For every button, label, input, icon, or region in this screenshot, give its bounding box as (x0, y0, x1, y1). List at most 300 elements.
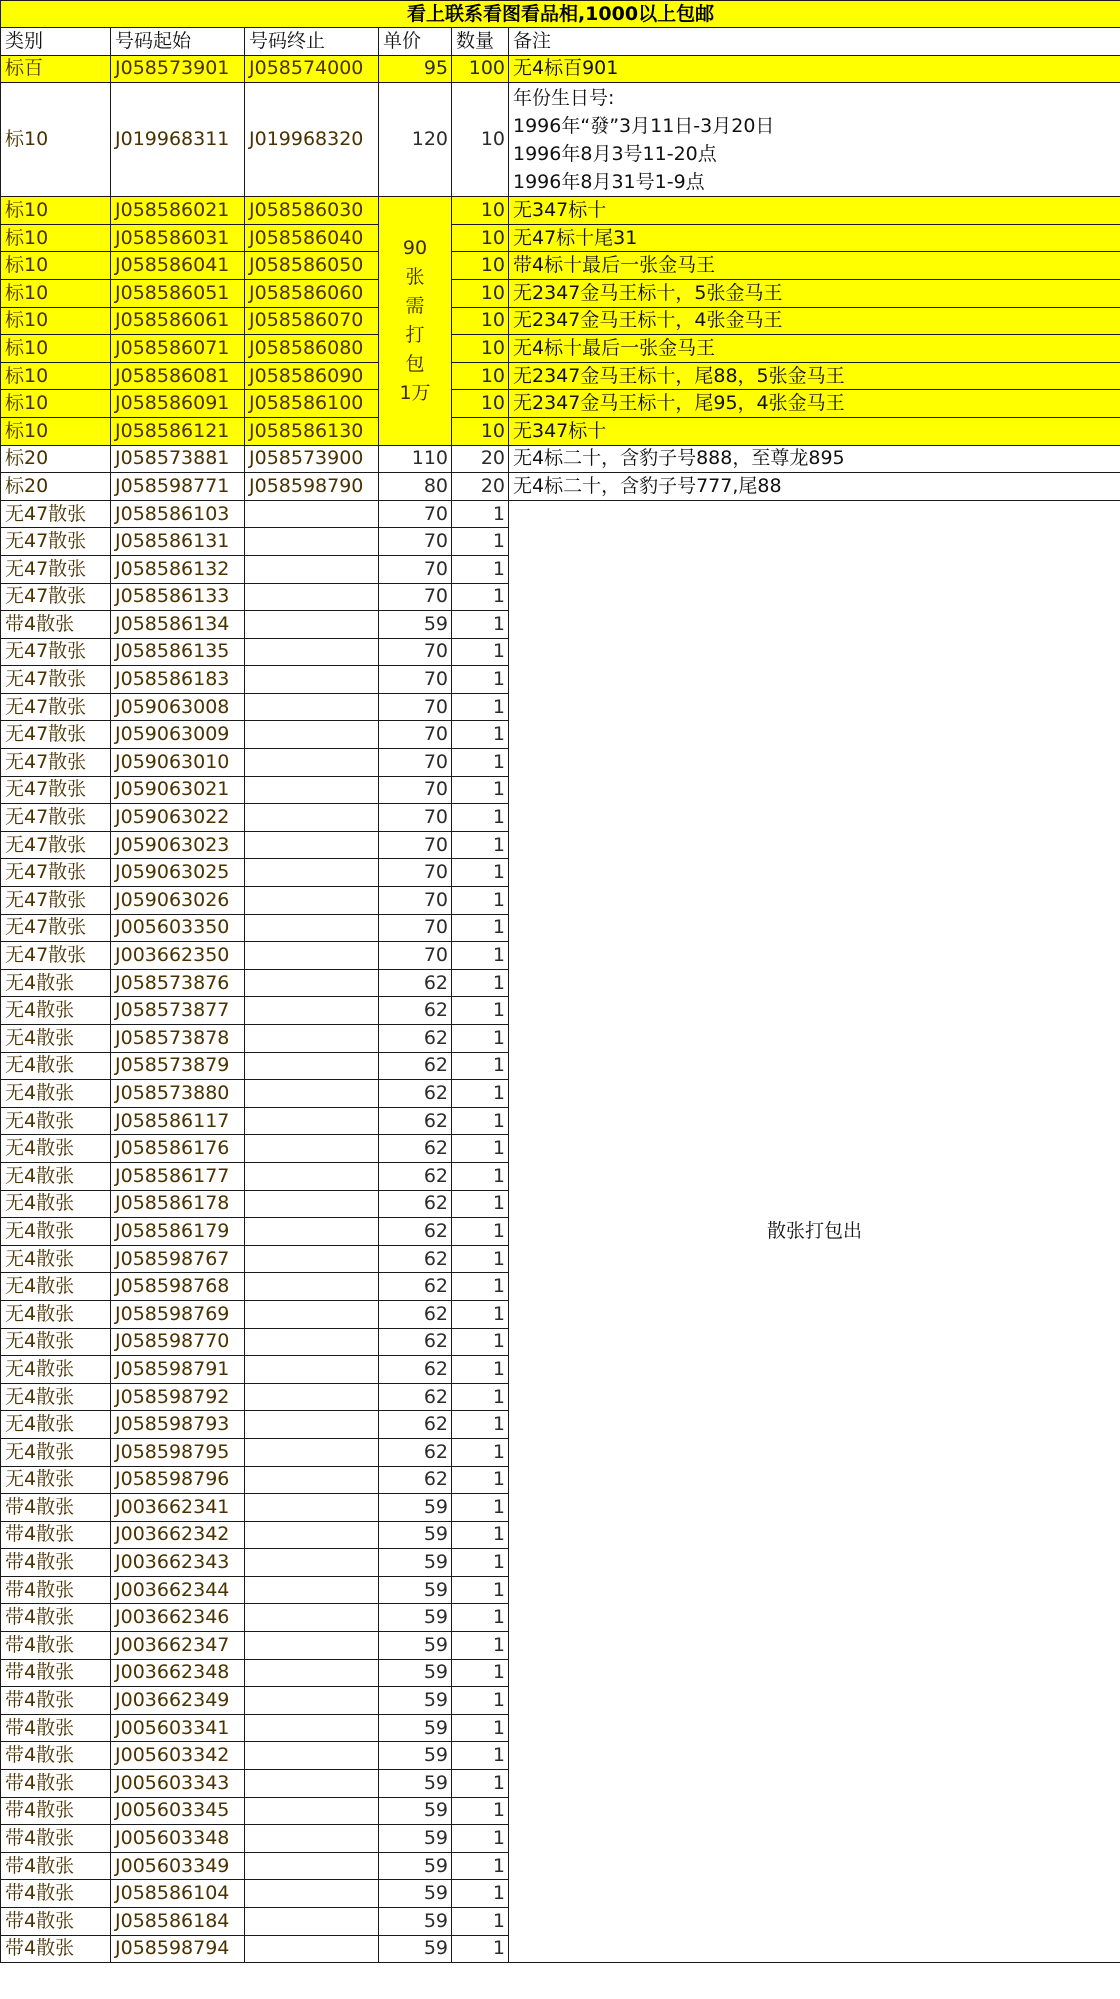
cell-end[interactable] (245, 721, 379, 749)
cell-category[interactable]: 标10 (1, 307, 111, 335)
cell-end[interactable] (245, 1107, 379, 1135)
cell-end[interactable] (245, 1383, 379, 1411)
cell-end[interactable] (245, 1770, 379, 1798)
cell-category[interactable]: 标20 (1, 473, 111, 501)
cell-category[interactable]: 标10 (1, 279, 111, 307)
cell-start[interactable]: J058586176 (111, 1135, 245, 1163)
cell-qty[interactable]: 1 (452, 583, 509, 611)
cell-end[interactable] (245, 969, 379, 997)
cell-price[interactable]: 62 (379, 1466, 452, 1494)
cell-end[interactable]: J058586050 (245, 252, 379, 280)
cell-note[interactable]: 带4标十最后一张金马王 (509, 252, 1120, 280)
cell-end[interactable] (245, 1935, 379, 1963)
cell-start[interactable]: J058586183 (111, 666, 245, 694)
cell-end[interactable]: J019968320 (245, 83, 379, 197)
cell-start[interactable]: J003662343 (111, 1549, 245, 1577)
cell-price[interactable]: 70 (379, 721, 452, 749)
cell-qty[interactable]: 1 (452, 776, 509, 804)
cell-end[interactable] (245, 1080, 379, 1108)
cell-qty[interactable]: 1 (452, 749, 509, 777)
bulk-note-cell[interactable]: 散张打包出 (509, 500, 1120, 1962)
cell-category[interactable]: 无4散张 (1, 1245, 111, 1273)
cell-end[interactable] (245, 887, 379, 915)
header-category[interactable]: 类别 (1, 28, 111, 56)
cell-start[interactable]: J058586061 (111, 307, 245, 335)
cell-category[interactable]: 标10 (1, 417, 111, 445)
cell-start[interactable]: J059063010 (111, 749, 245, 777)
cell-qty[interactable]: 1 (452, 500, 509, 528)
cell-start[interactable]: J003662346 (111, 1604, 245, 1632)
cell-start[interactable]: J058598796 (111, 1466, 245, 1494)
cell-end[interactable] (245, 638, 379, 666)
cell-category[interactable]: 无4散张 (1, 1466, 111, 1494)
cell-end[interactable] (245, 1356, 379, 1384)
cell-qty[interactable]: 1 (452, 666, 509, 694)
cell-start[interactable]: J058586071 (111, 335, 245, 363)
cell-price[interactable]: 59 (379, 1576, 452, 1604)
cell-start[interactable]: J003662350 (111, 942, 245, 970)
cell-category[interactable]: 无47散张 (1, 914, 111, 942)
cell-end[interactable] (245, 528, 379, 556)
cell-price[interactable]: 62 (379, 1025, 452, 1053)
cell-price[interactable]: 62 (379, 1273, 452, 1301)
cell-category[interactable]: 带4散张 (1, 1880, 111, 1908)
cell-qty[interactable]: 1 (452, 1714, 509, 1742)
cell-qty[interactable]: 1 (452, 1245, 509, 1273)
cell-qty[interactable]: 1 (452, 1107, 509, 1135)
cell-start[interactable]: J003662348 (111, 1659, 245, 1687)
cell-category[interactable]: 带4散张 (1, 1825, 111, 1853)
cell-end[interactable] (245, 776, 379, 804)
cell-start[interactable]: J058586134 (111, 611, 245, 639)
cell-qty[interactable]: 1 (452, 1218, 509, 1246)
cell-qty[interactable]: 100 (452, 55, 509, 83)
cell-start[interactable]: J058586184 (111, 1908, 245, 1936)
cell-category[interactable]: 标10 (1, 83, 111, 197)
cell-start[interactable]: J059063021 (111, 776, 245, 804)
cell-end[interactable]: J058586130 (245, 417, 379, 445)
cell-end[interactable] (245, 1438, 379, 1466)
cell-qty[interactable]: 10 (452, 83, 509, 197)
cell-end[interactable]: J058586060 (245, 279, 379, 307)
cell-category[interactable]: 带4散张 (1, 1714, 111, 1742)
cell-end[interactable] (245, 1190, 379, 1218)
cell-price[interactable]: 62 (379, 1107, 452, 1135)
cell-qty[interactable]: 1 (452, 1604, 509, 1632)
cell-category[interactable]: 带4散张 (1, 1632, 111, 1660)
cell-end[interactable] (245, 1218, 379, 1246)
cell-start[interactable]: J005603349 (111, 1852, 245, 1880)
cell-qty[interactable]: 1 (452, 1080, 509, 1108)
cell-start[interactable]: J058573881 (111, 445, 245, 473)
cell-price[interactable]: 70 (379, 583, 452, 611)
cell-start[interactable]: J058598794 (111, 1935, 245, 1963)
cell-end[interactable] (245, 693, 379, 721)
cell-category[interactable]: 无4散张 (1, 997, 111, 1025)
cell-category[interactable]: 带4散张 (1, 1521, 111, 1549)
cell-note[interactable]: 无4标百901 (509, 55, 1120, 83)
cell-price[interactable]: 70 (379, 555, 452, 583)
cell-price[interactable]: 62 (379, 997, 452, 1025)
cell-end[interactable] (245, 1852, 379, 1880)
cell-category[interactable]: 无4散张 (1, 1328, 111, 1356)
cell-category[interactable]: 标10 (1, 335, 111, 363)
cell-qty[interactable]: 1 (452, 638, 509, 666)
cell-qty[interactable]: 1 (452, 859, 509, 887)
cell-category[interactable]: 无4散张 (1, 1411, 111, 1439)
pack-price-cell[interactable] (379, 197, 452, 445)
cell-end[interactable]: J058586030 (245, 197, 379, 225)
cell-price[interactable]: 62 (379, 1135, 452, 1163)
cell-price[interactable]: 62 (379, 1438, 452, 1466)
cell-start[interactable]: J059063025 (111, 859, 245, 887)
cell-price[interactable]: 59 (379, 1494, 452, 1522)
cell-note[interactable]: 无47标十尾31 (509, 224, 1120, 252)
cell-start[interactable]: J058598795 (111, 1438, 245, 1466)
cell-start[interactable]: J003662344 (111, 1576, 245, 1604)
cell-qty[interactable]: 1 (452, 693, 509, 721)
cell-end[interactable]: J058586040 (245, 224, 379, 252)
cell-end[interactable] (245, 611, 379, 639)
cell-category[interactable]: 无47散张 (1, 942, 111, 970)
cell-qty[interactable]: 1 (452, 1466, 509, 1494)
cell-category[interactable]: 无47散张 (1, 887, 111, 915)
cell-category[interactable]: 无47散张 (1, 859, 111, 887)
cell-category[interactable]: 标10 (1, 362, 111, 390)
cell-end[interactable]: J058586080 (245, 335, 379, 363)
cell-category[interactable]: 标百 (1, 55, 111, 83)
cell-start[interactable]: J005603342 (111, 1742, 245, 1770)
cell-start[interactable]: J005603343 (111, 1770, 245, 1798)
cell-start[interactable]: J058586131 (111, 528, 245, 556)
cell-end[interactable] (245, 749, 379, 777)
cell-price[interactable]: 62 (379, 969, 452, 997)
cell-start[interactable]: J059063008 (111, 693, 245, 721)
cell-qty[interactable]: 1 (452, 1300, 509, 1328)
cell-price[interactable]: 59 (379, 1687, 452, 1715)
cell-note[interactable]: 无2347金马王标十，尾95，4张金马王 (509, 390, 1120, 418)
cell-end[interactable] (245, 1025, 379, 1053)
cell-qty[interactable]: 10 (452, 252, 509, 280)
cell-price[interactable]: 70 (379, 831, 452, 859)
cell-price[interactable]: 70 (379, 914, 452, 942)
cell-price[interactable]: 70 (379, 859, 452, 887)
cell-qty[interactable]: 1 (452, 804, 509, 832)
cell-end[interactable] (245, 1245, 379, 1273)
cell-note[interactable]: 无2347金马王标十，尾88，5张金马王 (509, 362, 1120, 390)
cell-end[interactable] (245, 1797, 379, 1825)
cell-category[interactable]: 带4散张 (1, 1908, 111, 1936)
cell-end[interactable]: J058586090 (245, 362, 379, 390)
cell-end[interactable] (245, 1052, 379, 1080)
cell-start[interactable]: J058598793 (111, 1411, 245, 1439)
cell-end[interactable] (245, 1714, 379, 1742)
cell-price[interactable]: 59 (379, 1935, 452, 1963)
cell-end[interactable] (245, 500, 379, 528)
cell-qty[interactable]: 1 (452, 1908, 509, 1936)
cell-end[interactable] (245, 1135, 379, 1163)
cell-start[interactable]: J058586021 (111, 197, 245, 225)
cell-category[interactable]: 带4散张 (1, 1935, 111, 1963)
cell-start[interactable]: J058586179 (111, 1218, 245, 1246)
cell-qty[interactable]: 1 (452, 1025, 509, 1053)
cell-price[interactable]: 62 (379, 1328, 452, 1356)
cell-start[interactable]: J058586133 (111, 583, 245, 611)
cell-note[interactable]: 无347标十 (509, 197, 1120, 225)
cell-category[interactable]: 无4散张 (1, 1052, 111, 1080)
cell-end[interactable] (245, 1549, 379, 1577)
cell-category[interactable]: 无4散张 (1, 1273, 111, 1301)
cell-price[interactable]: 62 (379, 1356, 452, 1384)
cell-qty[interactable]: 1 (452, 555, 509, 583)
cell-qty[interactable]: 1 (452, 1328, 509, 1356)
cell-category[interactable]: 无47散张 (1, 776, 111, 804)
cell-price[interactable]: 62 (379, 1218, 452, 1246)
cell-end[interactable]: J058586070 (245, 307, 379, 335)
cell-qty[interactable]: 1 (452, 1383, 509, 1411)
cell-start[interactable]: J058586132 (111, 555, 245, 583)
cell-qty[interactable]: 1 (452, 831, 509, 859)
cell-start[interactable]: J059063026 (111, 887, 245, 915)
cell-qty[interactable]: 20 (452, 445, 509, 473)
cell-price[interactable]: 70 (379, 749, 452, 777)
cell-qty[interactable]: 10 (452, 197, 509, 225)
cell-start[interactable]: J058586117 (111, 1107, 245, 1135)
cell-start[interactable]: J058573880 (111, 1080, 245, 1108)
cell-category[interactable]: 无4散张 (1, 1438, 111, 1466)
cell-end[interactable] (245, 1328, 379, 1356)
cell-note[interactable]: 无4标十最后一张金马王 (509, 335, 1120, 363)
cell-end[interactable] (245, 1604, 379, 1632)
cell-end[interactable] (245, 1742, 379, 1770)
cell-start[interactable]: J058598792 (111, 1383, 245, 1411)
cell-price[interactable]: 59 (379, 1549, 452, 1577)
cell-start[interactable]: J058586121 (111, 417, 245, 445)
cell-price[interactable]: 59 (379, 1825, 452, 1853)
cell-qty[interactable]: 1 (452, 1659, 509, 1687)
cell-qty[interactable]: 1 (452, 1770, 509, 1798)
cell-start[interactable]: J058586031 (111, 224, 245, 252)
cell-start[interactable]: J059063009 (111, 721, 245, 749)
cell-price[interactable]: 80 (379, 473, 452, 501)
cell-start[interactable]: J005603348 (111, 1825, 245, 1853)
cell-end[interactable]: J058573900 (245, 445, 379, 473)
cell-note[interactable]: 无2347金马王标十，4张金马王 (509, 307, 1120, 335)
cell-start[interactable]: J058598769 (111, 1300, 245, 1328)
cell-qty[interactable]: 10 (452, 390, 509, 418)
cell-category[interactable]: 无4散张 (1, 1080, 111, 1108)
cell-qty[interactable]: 1 (452, 1356, 509, 1384)
cell-price[interactable]: 110 (379, 445, 452, 473)
cell-start[interactable]: J005603350 (111, 914, 245, 942)
cell-price[interactable]: 62 (379, 1190, 452, 1218)
cell-price[interactable]: 59 (379, 1604, 452, 1632)
cell-price[interactable]: 62 (379, 1052, 452, 1080)
cell-price[interactable]: 70 (379, 804, 452, 832)
cell-category[interactable]: 带4散张 (1, 1797, 111, 1825)
cell-category[interactable]: 无47散张 (1, 666, 111, 694)
cell-category[interactable]: 无47散张 (1, 500, 111, 528)
cell-category[interactable]: 标10 (1, 390, 111, 418)
cell-start[interactable]: J003662347 (111, 1632, 245, 1660)
cell-category[interactable]: 无4散张 (1, 1135, 111, 1163)
cell-qty[interactable]: 1 (452, 1135, 509, 1163)
cell-qty[interactable]: 1 (452, 721, 509, 749)
cell-category[interactable]: 无4散张 (1, 1107, 111, 1135)
cell-category[interactable]: 无47散张 (1, 583, 111, 611)
cell-end[interactable] (245, 1659, 379, 1687)
cell-price[interactable]: 62 (379, 1411, 452, 1439)
header-start[interactable]: 号码起始 (111, 28, 245, 56)
cell-end[interactable] (245, 583, 379, 611)
cell-qty[interactable]: 1 (452, 942, 509, 970)
cell-start[interactable]: J003662349 (111, 1687, 245, 1715)
cell-start[interactable]: J058586178 (111, 1190, 245, 1218)
cell-category[interactable]: 无4散张 (1, 969, 111, 997)
cell-note[interactable]: 无4标二十，含豹子号777,尾88 (509, 473, 1120, 501)
cell-qty[interactable]: 1 (452, 1825, 509, 1853)
header-end[interactable]: 号码终止 (245, 28, 379, 56)
cell-category[interactable]: 带4散张 (1, 1494, 111, 1522)
cell-end[interactable] (245, 997, 379, 1025)
cell-start[interactable]: J058598768 (111, 1273, 245, 1301)
cell-category[interactable]: 带4散张 (1, 1659, 111, 1687)
cell-start[interactable]: J058586041 (111, 252, 245, 280)
cell-qty[interactable]: 10 (452, 417, 509, 445)
cell-start[interactable]: J058598767 (111, 1245, 245, 1273)
cell-qty[interactable]: 1 (452, 969, 509, 997)
cell-start[interactable]: J059063022 (111, 804, 245, 832)
cell-category[interactable]: 无4散张 (1, 1383, 111, 1411)
cell-qty[interactable]: 1 (452, 1742, 509, 1770)
cell-category[interactable]: 无47散张 (1, 555, 111, 583)
header-note[interactable]: 备注 (509, 28, 1120, 56)
cell-start[interactable]: J058573878 (111, 1025, 245, 1053)
cell-start[interactable]: J058573876 (111, 969, 245, 997)
cell-category[interactable]: 标20 (1, 445, 111, 473)
cell-qty[interactable]: 1 (452, 1880, 509, 1908)
cell-category[interactable]: 无47散张 (1, 749, 111, 777)
cell-price[interactable]: 62 (379, 1162, 452, 1190)
cell-end[interactable] (245, 1466, 379, 1494)
cell-category[interactable]: 无47散张 (1, 721, 111, 749)
cell-price[interactable]: 95 (379, 55, 452, 83)
cell-start[interactable]: J005603341 (111, 1714, 245, 1742)
cell-start[interactable]: J003662342 (111, 1521, 245, 1549)
cell-category[interactable]: 带4散张 (1, 1742, 111, 1770)
cell-category[interactable]: 带4散张 (1, 611, 111, 639)
cell-start[interactable]: J058586135 (111, 638, 245, 666)
cell-price[interactable]: 70 (379, 942, 452, 970)
cell-price[interactable]: 59 (379, 1714, 452, 1742)
cell-qty[interactable]: 1 (452, 1411, 509, 1439)
cell-end[interactable] (245, 1880, 379, 1908)
cell-start[interactable]: J058573879 (111, 1052, 245, 1080)
cell-category[interactable]: 无47散张 (1, 804, 111, 832)
cell-category[interactable]: 无4散张 (1, 1190, 111, 1218)
cell-qty[interactable]: 1 (452, 1687, 509, 1715)
cell-qty[interactable]: 1 (452, 1052, 509, 1080)
cell-end[interactable] (245, 1632, 379, 1660)
cell-price[interactable]: 59 (379, 1797, 452, 1825)
cell-qty[interactable]: 1 (452, 1935, 509, 1963)
cell-price[interactable]: 59 (379, 1770, 452, 1798)
cell-category[interactable]: 标10 (1, 224, 111, 252)
cell-note[interactable]: 无2347金马王标十，5张金马王 (509, 279, 1120, 307)
header-qty[interactable]: 数量 (452, 28, 509, 56)
cell-end[interactable] (245, 1908, 379, 1936)
cell-category[interactable]: 无47散张 (1, 528, 111, 556)
cell-price[interactable]: 59 (379, 1659, 452, 1687)
cell-category[interactable]: 无47散张 (1, 831, 111, 859)
cell-category[interactable]: 标10 (1, 197, 111, 225)
cell-price[interactable]: 62 (379, 1245, 452, 1273)
cell-start[interactable]: J058586081 (111, 362, 245, 390)
cell-start[interactable]: J059063023 (111, 831, 245, 859)
cell-start[interactable]: J058598771 (111, 473, 245, 501)
cell-price[interactable]: 59 (379, 1521, 452, 1549)
cell-qty[interactable]: 10 (452, 307, 509, 335)
header-price[interactable]: 单价 (379, 28, 452, 56)
cell-end[interactable] (245, 1494, 379, 1522)
cell-start[interactable]: J019968311 (111, 83, 245, 197)
cell-category[interactable]: 无4散张 (1, 1218, 111, 1246)
cell-category[interactable]: 标10 (1, 252, 111, 280)
cell-qty[interactable]: 1 (452, 997, 509, 1025)
cell-end[interactable] (245, 1273, 379, 1301)
cell-end[interactable] (245, 666, 379, 694)
cell-qty[interactable]: 1 (452, 1852, 509, 1880)
cell-price[interactable]: 59 (379, 1880, 452, 1908)
cell-category[interactable]: 无4散张 (1, 1162, 111, 1190)
cell-qty[interactable]: 1 (452, 1273, 509, 1301)
cell-price[interactable]: 59 (379, 1908, 452, 1936)
cell-price[interactable]: 70 (379, 666, 452, 694)
cell-end[interactable] (245, 831, 379, 859)
cell-category[interactable]: 带4散张 (1, 1604, 111, 1632)
cell-qty[interactable]: 10 (452, 224, 509, 252)
cell-note[interactable]: 无4标二十，含豹子号888，至尊龙895 (509, 445, 1120, 473)
cell-qty[interactable]: 1 (452, 1494, 509, 1522)
cell-note[interactable]: 无347标十 (509, 417, 1120, 445)
cell-category[interactable]: 无4散张 (1, 1356, 111, 1384)
cell-end[interactable] (245, 1162, 379, 1190)
cell-qty[interactable]: 1 (452, 1797, 509, 1825)
cell-end[interactable] (245, 942, 379, 970)
cell-end[interactable] (245, 1411, 379, 1439)
cell-category[interactable]: 带4散张 (1, 1770, 111, 1798)
cell-end[interactable] (245, 1825, 379, 1853)
cell-end[interactable] (245, 555, 379, 583)
cell-end[interactable] (245, 914, 379, 942)
cell-price[interactable]: 59 (379, 1852, 452, 1880)
cell-start[interactable]: J058598791 (111, 1356, 245, 1384)
cell-price[interactable]: 120 (379, 83, 452, 197)
cell-qty[interactable]: 10 (452, 335, 509, 363)
cell-end[interactable] (245, 804, 379, 832)
cell-category[interactable]: 无47散张 (1, 638, 111, 666)
cell-qty[interactable]: 10 (452, 362, 509, 390)
cell-qty[interactable]: 1 (452, 914, 509, 942)
cell-price[interactable]: 62 (379, 1383, 452, 1411)
cell-start[interactable]: J058586091 (111, 390, 245, 418)
cell-qty[interactable]: 1 (452, 1190, 509, 1218)
cell-price[interactable]: 59 (379, 1632, 452, 1660)
cell-qty[interactable]: 1 (452, 1521, 509, 1549)
cell-qty[interactable]: 1 (452, 611, 509, 639)
cell-price[interactable]: 62 (379, 1300, 452, 1328)
cell-price[interactable]: 70 (379, 528, 452, 556)
